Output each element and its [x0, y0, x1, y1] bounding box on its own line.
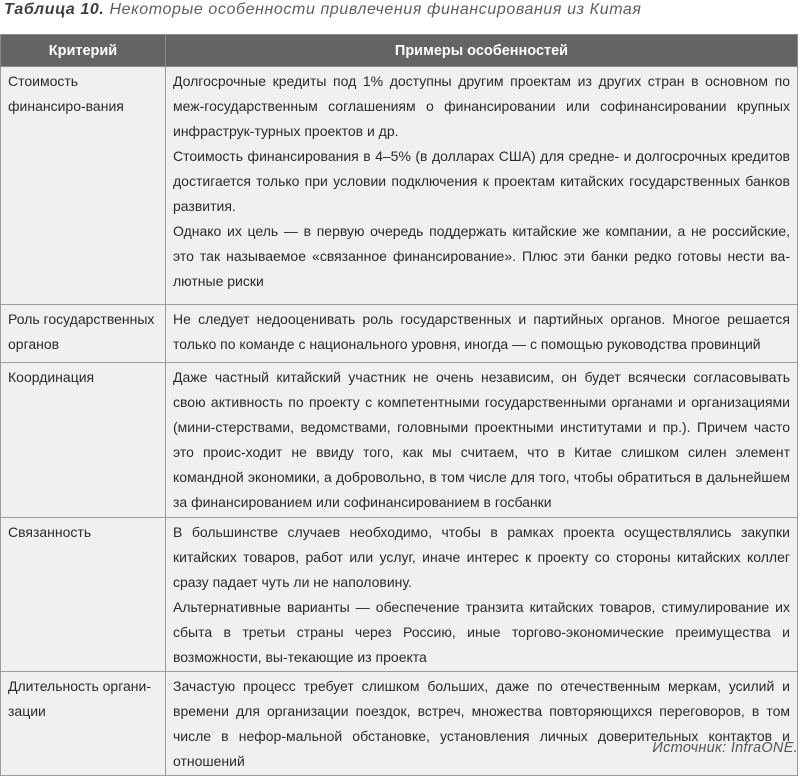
feature-paragraph: В большинстве случаев необходимо, чтобы в рамках проекта осуществлялись закупки китайских товаров, работ или услуг, иначе интерес к проекту со стороны китайских коллег сразу падает чуть ли не наполовину. [173, 524, 790, 590]
features-cell [166, 518, 798, 672]
features-cell [166, 67, 798, 305]
table-caption [4, 1, 642, 19]
source-note: Источник: InfraONE. [652, 740, 798, 756]
table-row [1, 305, 798, 363]
column-header-criterion: Критерий [1, 35, 166, 67]
table-header-row [1, 35, 798, 67]
criterion-cell: Стоимость финансиро-вания [1, 67, 166, 305]
feature-paragraph: Однако их цель — в первую очередь поддержать китайские же компании, а не российские, это так называемое «связанное финансирование». Плюс эти банки редко готовы нести ва-лютные риски [173, 223, 790, 289]
table-row [1, 518, 798, 672]
table-title: Некоторые особенности привлечения финансирования из Китая [109, 1, 642, 18]
feature-paragraph: Стоимость финансирования в 4–5% (в долларах США) для средне- и долгосрочных кредитов достигается только при условии подключения к проектам китайских государственных банков развития. [173, 148, 790, 214]
feature-paragraph: Долгосрочные кредиты под 1% доступны другим проектам из других стран в основном по меж-государственным соглашениям о финансировании или софинансировании крупных инфраструк-турных проектов и др. [173, 73, 790, 139]
table-row [1, 363, 798, 518]
criterion-cell: Длительность органи-зации [1, 672, 166, 776]
feature-paragraph: Не следует недооценивать роль государственных и партийных органов. Многое решается только по команде с национального уровня, иногда — с помощью руководства провинций [173, 311, 790, 352]
criterion-cell: Связанность [1, 518, 166, 672]
column-header-features: Примеры особенностей [166, 35, 798, 67]
table-number: Таблица 10. [4, 1, 105, 18]
criterion-cell: Роль государственных органов [1, 305, 166, 363]
feature-paragraph: Даже частный китайский участник не очень независим, он будет всячески согласовывать свою активность по проекту с компетентными государственными органами и организациями (мини-стерствами, ведомствами, головными проектными институтами и пр.). Причем часто это проис-ходит не ввиду того, как мы считаем, что в Китае слишком силен элемент командной экономики, а добровольно, в том числе для того, чтобы обратиться в дальнейшем за финансированием или софинансированием в госбанки [173, 369, 790, 510]
features-cell [166, 363, 798, 518]
features-table [0, 34, 798, 776]
feature-paragraph: Зачастую процесс требует слишком больших, даже по отечественным меркам, усилий и времени для организации поездок, встреч, множества повторяющихся переговоров, в том числе в нефор-мальной обстановке, установления личных доверительных контактов и отношений [173, 678, 790, 769]
features-cell [166, 305, 798, 363]
criterion-cell: Координация [1, 363, 166, 518]
table-row [1, 67, 798, 305]
feature-paragraph: Альтернативные варианты — обеспечение транзита китайских товаров, стимулирование их сбыта в третьи страны через Россию, иные торгово-экономические преимущества и возможности, вы-текающие из проекта [173, 599, 790, 665]
